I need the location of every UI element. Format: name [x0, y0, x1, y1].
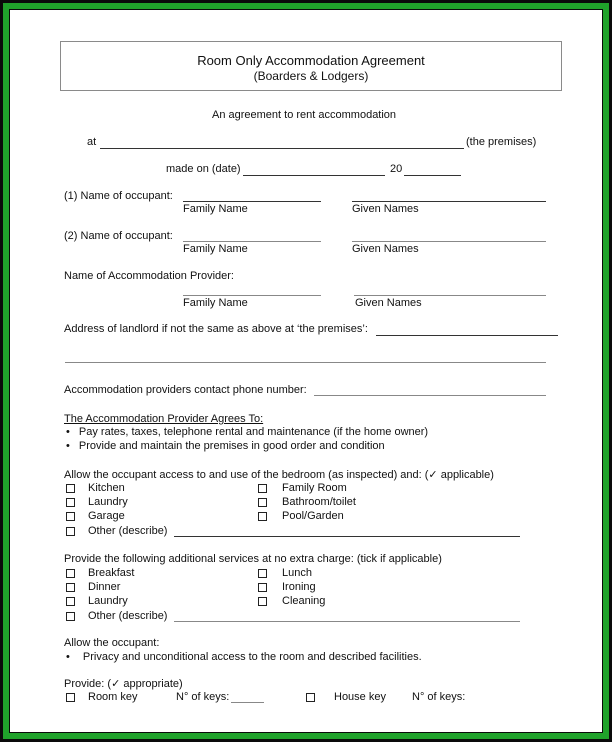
- allow-bullet-1: [66, 651, 422, 663]
- provider-given-names-field[interactable]: [354, 295, 546, 296]
- bullet-icon: •: [66, 651, 70, 663]
- provider-label: Name of Accommodation Provider:: [64, 270, 234, 282]
- checkbox-cleaning[interactable]: [258, 597, 267, 606]
- bullet-icon: •: [66, 426, 70, 438]
- landlord-address-label: Address of landlord if not the same as above at ‘the premises’:: [64, 323, 368, 335]
- occupant1-label: (1) Name of occupant:: [64, 190, 173, 202]
- at-label: at: [87, 136, 97, 148]
- services-other-label: Other (describe): [88, 610, 168, 622]
- checkbox-laundry[interactable]: [66, 498, 75, 507]
- landlord-address-field[interactable]: [376, 335, 558, 336]
- access-garage-label: Garage: [88, 510, 125, 522]
- occupant1-given-names-field[interactable]: [352, 201, 546, 202]
- services-lunch-label: Lunch: [282, 567, 312, 579]
- house-keys-count-label: N° of keys:: [412, 691, 466, 703]
- agrees-item: Provide and maintain the premises in good order and condition: [78, 440, 385, 452]
- access-laundry-label: Laundry: [88, 496, 128, 508]
- access-pool-garden-label: Pool/Garden: [282, 510, 344, 522]
- document-title: Room Only Accommodation Agreement: [197, 53, 425, 68]
- document-subtitle: (Boarders & Lodgers): [253, 69, 369, 83]
- room-key-label: Room key: [88, 691, 138, 703]
- provider-given-caption: Given Names: [355, 297, 422, 309]
- phone-label: Accommodation providers contact phone number:: [64, 384, 307, 396]
- room-keys-count-field[interactable]: [231, 702, 264, 703]
- checkbox-ironing[interactable]: [258, 583, 267, 592]
- title-box: [60, 41, 562, 91]
- made-on-label: made on (date): [166, 163, 241, 175]
- premises-field[interactable]: [100, 148, 464, 149]
- checkbox-breakfast[interactable]: [66, 569, 75, 578]
- agrees-bullet-2: [66, 440, 385, 452]
- services-dinner-label: Dinner: [88, 581, 121, 593]
- services-ironing-label: Ironing: [282, 581, 316, 593]
- checkbox-room-key[interactable]: [66, 693, 75, 702]
- occupant2-label: (2) Name of occupant:: [64, 230, 173, 242]
- checkbox-kitchen[interactable]: [66, 484, 75, 493]
- intro-text: An agreement to rent accommodation: [212, 109, 397, 121]
- allow-item: Privacy and unconditional access to the room and described facilities.: [82, 651, 422, 663]
- premises-label: (the premises): [466, 136, 537, 148]
- access-heading: Allow the occupant access to and use of the bedroom (as inspected) and: (✓ applicable): [64, 469, 494, 481]
- occupant2-family-caption: Family Name: [183, 243, 248, 255]
- access-other-field[interactable]: [174, 536, 520, 537]
- services-other-field[interactable]: [174, 621, 520, 622]
- occupant2-given-names-field[interactable]: [352, 241, 546, 242]
- provider-family-name-field[interactable]: [183, 295, 321, 296]
- checkbox-bathroom[interactable]: [258, 498, 267, 507]
- checkbox-pool-garden[interactable]: [258, 512, 267, 521]
- allow-heading: Allow the occupant:: [64, 637, 160, 649]
- occupant2-family-name-field[interactable]: [183, 241, 321, 242]
- checkbox-lunch[interactable]: [258, 569, 267, 578]
- checkbox-garage[interactable]: [66, 512, 75, 521]
- agrees-item: Pay rates, taxes, telephone rental and maintenance (if the home owner): [78, 426, 429, 438]
- services-heading: Provide the following additional services at no extra charge: (tick if applicable): [64, 553, 442, 565]
- document-page: [9, 9, 603, 733]
- checkbox-house-key[interactable]: [306, 693, 315, 702]
- services-breakfast-label: Breakfast: [88, 567, 135, 579]
- date-field[interactable]: [243, 175, 385, 176]
- provider-family-caption: Family Name: [183, 297, 248, 309]
- services-cleaning-label: Cleaning: [282, 595, 326, 607]
- provide-heading: Provide: (✓ appropriate): [64, 678, 183, 690]
- access-family-room-label: Family Room: [282, 482, 347, 494]
- occupant2-given-caption: Given Names: [352, 243, 419, 255]
- checkbox-access-other[interactable]: [66, 527, 75, 536]
- occupant1-given-caption: Given Names: [352, 203, 419, 215]
- access-bathroom-label: Bathroom/toilet: [282, 496, 356, 508]
- agrees-bullet-1: [66, 426, 428, 438]
- services-laundry-label: Laundry: [88, 595, 128, 607]
- access-other-label: Other (describe): [88, 525, 168, 537]
- access-kitchen-label: Kitchen: [88, 482, 125, 494]
- house-key-label: House key: [334, 691, 386, 703]
- checkbox-dinner[interactable]: [66, 583, 75, 592]
- bullet-icon: •: [66, 440, 70, 452]
- checkbox-services-laundry[interactable]: [66, 597, 75, 606]
- room-keys-count-label: N° of keys:: [176, 691, 230, 703]
- checkbox-services-other[interactable]: [66, 612, 75, 621]
- year-field[interactable]: [404, 175, 461, 176]
- checkbox-family-room[interactable]: [258, 484, 267, 493]
- phone-field[interactable]: [314, 395, 546, 396]
- occupant1-family-caption: Family Name: [183, 203, 248, 215]
- year-label: 20: [390, 163, 403, 175]
- landlord-address-field-line2[interactable]: [65, 362, 546, 363]
- agrees-heading: The Accommodation Provider Agrees To:: [64, 413, 264, 425]
- occupant1-family-name-field[interactable]: [183, 201, 321, 202]
